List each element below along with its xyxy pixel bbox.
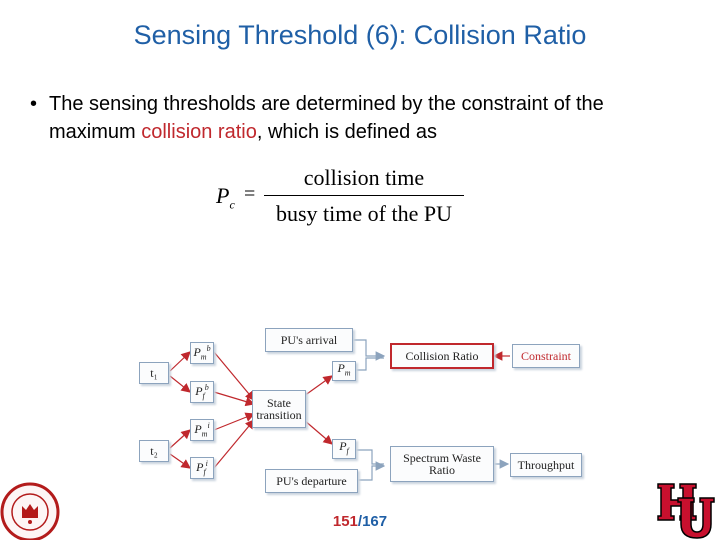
- threshold-1-box: [139, 362, 169, 384]
- pm-i-box: [190, 419, 214, 441]
- pf-b-symbol: P: [195, 383, 203, 398]
- pf-b-subscript: f: [202, 391, 205, 401]
- pu-arrival-box: [265, 328, 353, 352]
- pu-arrival-label: PU's arrival: [280, 333, 338, 347]
- throughput-label: Throughput: [517, 458, 575, 472]
- pf-i-superscript: i: [205, 458, 208, 468]
- pf-b-box: [190, 381, 214, 403]
- pf-out-box: [332, 439, 356, 459]
- pf-i-box: [190, 457, 214, 479]
- constraint-box: [512, 344, 580, 368]
- pf-i-symbol: P: [196, 459, 204, 474]
- pu-departure-label: PU's departure: [276, 474, 347, 488]
- collision-ratio-highlight: collision ratio: [141, 121, 257, 143]
- formula-denominator: busy time of the PU: [276, 201, 452, 226]
- bullet-text-part1: The sensing thresholds are determined by the constraint of the maximum: [49, 93, 604, 143]
- uh-logo-icon: [654, 480, 718, 540]
- bullet-marker: •: [30, 93, 38, 115]
- page-current: 151: [332, 513, 358, 530]
- pu-departure-box: [265, 469, 358, 493]
- pm-b-symbol: P: [193, 344, 201, 359]
- page-title: Sensing Threshold (6): Collision Ratio: [133, 20, 587, 50]
- pm-i-superscript: i: [207, 420, 210, 430]
- pm-out-subscript: m: [344, 368, 351, 378]
- formula-lhs-symbol: P: [216, 183, 230, 208]
- state-transition-label: State transition: [256, 396, 302, 422]
- pf-out-symbol: P: [339, 439, 347, 454]
- pm-out-box: [332, 361, 356, 381]
- page-total: 167: [362, 513, 388, 530]
- pm-out-symbol: P: [337, 361, 345, 376]
- peking-university-seal-icon: [0, 480, 62, 540]
- pf-i-subscript: f: [203, 467, 206, 477]
- collision-ratio-box: [390, 343, 494, 369]
- pm-b-subscript: m: [200, 352, 207, 362]
- formula-numerator: collision time: [303, 165, 425, 190]
- pm-b-superscript: b: [206, 343, 211, 353]
- page-separator: /: [357, 513, 363, 530]
- spectrum-waste-ratio-box: [390, 446, 494, 482]
- threshold-2-label: t₂: [150, 444, 158, 458]
- page-number: [0, 513, 720, 530]
- spectrum-waste-ratio-label: Spectrum Waste Ratio: [403, 451, 481, 477]
- pf-out-subscript: f: [346, 446, 349, 456]
- state-transition-box: [252, 390, 306, 428]
- threshold-1-label: t₁: [150, 366, 158, 380]
- pm-i-subscript: m: [201, 429, 208, 439]
- threshold-2-box: [139, 440, 169, 462]
- formula-lhs-subscript: c: [229, 197, 235, 212]
- formula-equals: =: [244, 183, 256, 205]
- constraint-label: Constraint: [521, 349, 571, 363]
- throughput-box: [510, 453, 582, 477]
- collision-ratio-label: Collision Ratio: [405, 349, 479, 363]
- pm-b-box: [190, 342, 214, 364]
- pf-b-superscript: b: [204, 382, 209, 392]
- pm-i-symbol: P: [194, 421, 202, 436]
- bullet-text-part2: , which is defined as: [256, 121, 437, 143]
